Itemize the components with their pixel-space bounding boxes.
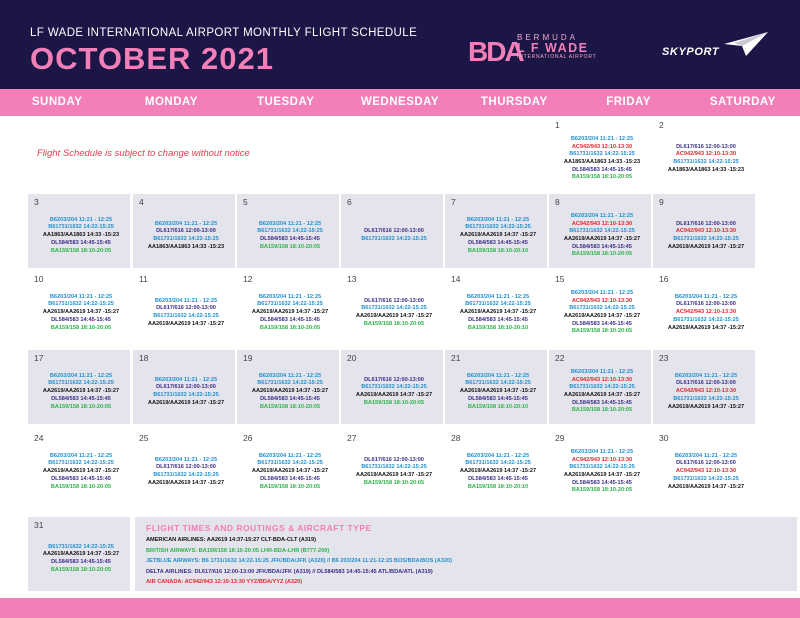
flight-entry: B61731/1632 14:22-15:25 <box>673 316 739 323</box>
flight-entry: AA2619/AA2619 14:37 -15:27 <box>459 309 537 316</box>
flight-entry: DL584/583 14:45-15:45 <box>572 243 632 250</box>
day-number: 23 <box>659 353 669 363</box>
flight-entry: B6203/204 11:21 - 12:25 <box>570 448 634 455</box>
footer-bar <box>0 598 800 618</box>
day-number: 29 <box>555 433 565 443</box>
flight-entry: BA159/158 18:10-20:05 <box>363 320 425 327</box>
flight-entry: B61731/1632 14:22-15:25 <box>569 384 635 391</box>
flight-entry: DL584/583 14:45-15:45 <box>260 395 320 402</box>
flight-entry: B6203/204 11:21 - 12:25 <box>674 293 738 300</box>
flight-entry: B61731/1632 14:22-15:25 <box>257 380 323 387</box>
flight-entry: AA2619/AA2619 14:37 -15:27 <box>563 472 641 478</box>
flight-entry: AA2619/AA2619 14:37 -15:27 <box>667 403 745 410</box>
flight-entry: BA159/158 18:10-20:05 <box>50 566 112 573</box>
flight-entry: AC942/943 12:10-13:30 <box>675 228 737 235</box>
flight-entry: AA2619/AA2619 14:37 -15:27 <box>667 243 745 250</box>
flight-entry: B6203/204 11:21 - 12:25 <box>570 289 634 296</box>
bda-logo-icon <box>468 34 523 71</box>
flight-entry: DL584/583 14:45-15:45 <box>572 166 632 173</box>
flight-entry: BA159/158 18:10-20:10 <box>467 403 529 410</box>
flight-entry: AA1863/AA1863 14:33 -15:23 <box>563 159 641 165</box>
flight-entry: B61731/1632 14:22-15:25 <box>153 236 219 242</box>
flight-entry: B61731/1632 14:22-15:25 <box>465 301 531 308</box>
flight-entry: AA2619/AA2619 14:37 -15:27 <box>459 468 537 475</box>
flight-entry: BA159/158 18:10-20:05 <box>571 251 633 258</box>
flight-entry: AC942/943 12:10-13:30 <box>675 309 737 316</box>
flight-entry: BA159/158 18:10-20:05 <box>571 174 633 181</box>
flight-entry: B6203/204 11:21 - 12:25 <box>466 372 530 379</box>
flight-entry: AA2619/AA2619 14:37 -15:27 <box>147 479 225 486</box>
flight-entry: AA2619/AA2619 14:37 -15:27 <box>147 320 225 327</box>
flight-entry: B6203/204 11:21 - 12:25 <box>570 135 634 142</box>
flight-entry: BA159/158 18:10-20:10 <box>467 483 529 490</box>
flight-entry: AA2619/AA2619 14:37 -15:27 <box>459 232 537 239</box>
flight-entry: B61731/1632 14:22-15:25 <box>465 460 531 467</box>
day-number: 19 <box>243 353 253 363</box>
day-number: 27 <box>347 433 357 443</box>
flight-entry: DL617/616 12:00-13:00 <box>156 305 216 312</box>
flight-entry: AA2619/AA2619 14:37 -15:27 <box>355 313 433 319</box>
flight-entry: AA2619/AA2619 14:37 -15:27 <box>251 309 329 316</box>
day-number: 25 <box>139 433 149 443</box>
flight-entry: B61731/1632 14:22-15:25 <box>465 380 531 387</box>
flight-entry: B61731/1632 14:22-15:25 <box>673 236 739 242</box>
flight-entry: AC942/943 12:10-13:30 <box>571 297 633 304</box>
bda-logo-mark: BDA <box>468 36 523 67</box>
flight-entry: DL584/583 14:45-15:45 <box>468 316 528 323</box>
flight-entry: BA159/158 18:10-20:05 <box>259 243 321 250</box>
flight-entry: BA159/158 18:10-20:05 <box>50 483 112 490</box>
flight-entry: B61731/1632 14:22-15:25 <box>673 159 739 165</box>
day-number: 20 <box>347 353 357 363</box>
flight-entry: DL617/616 12:00-13:00 <box>364 456 424 463</box>
flight-entry: DL584/583 14:45-15:45 <box>51 475 111 482</box>
flight-entry: BA159/158 18:10-20:05 <box>363 399 425 406</box>
flight-entry: DL617/616 12:00-13:00 <box>156 384 216 391</box>
flight-entry: B61731/1632 14:22-15:25 <box>153 392 219 398</box>
flight-entry: B61731/1632 14:22-15:25 <box>153 313 219 319</box>
legend-line-ac: AIR CANADA: AC942/943 12:10-13:30 YYZ/BDA/YYZ (A320) <box>146 579 303 585</box>
day-number: 12 <box>243 274 253 284</box>
flight-entry: BA159/158 18:10-20:05 <box>571 407 633 414</box>
weekday-saturday: SATURDAY <box>709 96 776 108</box>
flight-entry: DL617/616 12:00-13:00 <box>676 301 736 308</box>
flight-entry: B61731/1632 14:22-15:25 <box>569 464 635 471</box>
flight-entry: DL617/616 12:00-13:00 <box>676 143 736 150</box>
flight-entry: B61731/1632 14:22-15:25 <box>48 380 114 387</box>
flight-entry: AA2619/AA2619 14:37 -15:27 <box>42 468 120 475</box>
flight-entry: AA1863/AA1863 14:33 -15:23 <box>42 232 120 239</box>
schedule-notice: Flight Schedule is subject to change without notice <box>37 148 250 159</box>
flight-entry: AA2619/AA2619 14:37 -15:27 <box>42 309 120 316</box>
flight-entry: AA2619/AA2619 14:37 -15:27 <box>147 399 225 406</box>
weekday-tuesday: TUESDAY <box>257 96 315 108</box>
day-number: 5 <box>243 197 248 207</box>
flight-entry: AA2619/AA2619 14:37 -15:27 <box>251 468 329 475</box>
flight-entry: B6203/204 11:21 - 12:25 <box>49 216 113 223</box>
flight-entry: AA1863/AA1863 14:33 -15:23 <box>667 166 745 173</box>
flight-entry: AC942/943 12:10-13:30 <box>571 220 633 227</box>
flight-entry: B6203/204 11:21 - 12:25 <box>258 293 322 300</box>
flight-entry: B6203/204 11:21 - 12:25 <box>49 452 113 459</box>
flight-entry: DL617/616 12:00-13:00 <box>676 220 736 227</box>
flight-entry: DL584/583 14:45-15:45 <box>572 399 632 406</box>
flight-entry: B6203/204 11:21 - 12:25 <box>674 372 738 379</box>
flight-entry: B61731/1632 14:22-15:25 <box>569 305 635 312</box>
flight-entry: DL617/616 12:00-13:00 <box>156 228 216 235</box>
flight-entry: AA2619/AA2619 14:37 -15:27 <box>563 236 641 242</box>
page-kicker: LF WADE INTERNATIONAL AIRPORT MONTHLY FLIGHT SCHEDULE <box>30 27 418 39</box>
day-number: 15 <box>555 274 565 284</box>
legend-title: FLIGHT TIMES AND ROUTINGS & AIRCRAFT TYPE <box>146 523 372 533</box>
flight-entry: DL584/583 14:45-15:45 <box>51 239 111 246</box>
flight-entry: B6203/204 11:21 - 12:25 <box>466 452 530 459</box>
flight-entry: B61731/1632 14:22-15:25 <box>48 543 114 550</box>
flight-entry: B61731/1632 14:22-15:25 <box>153 472 219 478</box>
flight-entry: DL617/616 12:00-13:00 <box>676 460 736 467</box>
day-number: 8 <box>555 197 560 207</box>
flight-entry: B61731/1632 14:22-15:25 <box>48 224 114 231</box>
day-number: 30 <box>659 433 669 443</box>
flight-entry: BA159/158 18:10-20:05 <box>259 403 321 410</box>
day-number: 2 <box>659 120 664 130</box>
weekday-monday: MONDAY <box>144 96 198 108</box>
flight-entry: AA2619/AA2619 14:37 -15:27 <box>42 388 120 395</box>
day-number: 10 <box>34 274 44 284</box>
flight-entry: B61731/1632 14:22-15:25 <box>673 475 739 482</box>
flight-entry: B6203/204 11:21 - 12:25 <box>570 212 634 219</box>
flight-entry: B6203/204 11:21 - 12:25 <box>258 452 322 459</box>
day-number: 21 <box>451 353 461 363</box>
flight-entry: AC942/943 12:10-13:30 <box>571 456 633 463</box>
flight-entry: BA159/158 18:10-20:05 <box>363 479 425 486</box>
weekday-thursday: THURSDAY <box>480 96 548 108</box>
flight-entry: B61731/1632 14:22-15:25 <box>48 460 114 467</box>
flight-entry: AA2619/AA2619 14:37 -15:27 <box>563 392 641 398</box>
flight-entry: B6203/204 11:21 - 12:25 <box>154 376 218 383</box>
flight-entry: DL584/583 14:45-15:45 <box>572 479 632 486</box>
flight-entry: B6203/204 11:21 - 12:25 <box>49 293 113 300</box>
flight-entry: DL584/583 14:45-15:45 <box>51 395 111 402</box>
flight-entry: B61731/1632 14:22-15:25 <box>673 395 739 402</box>
flight-entry: DL584/583 14:45-15:45 <box>260 316 320 323</box>
flight-entry: B6203/204 11:21 - 12:25 <box>466 293 530 300</box>
weekday-sunday: SUNDAY <box>31 96 83 108</box>
flight-entry: DL617/616 12:00-13:00 <box>364 228 424 235</box>
flight-entry: AC942/943 12:10-13:30 <box>675 388 737 395</box>
flight-entry: B6203/204 11:21 - 12:25 <box>570 368 634 375</box>
flight-entry: AA2619/AA2619 14:37 -15:27 <box>355 392 433 398</box>
legend-line-aa: AMERICAN AIRLINES: AA2619 14:37-15:27 CLT-BDA-CLT (A319) <box>146 537 317 543</box>
flight-entry: BA159/158 18:10-20:05 <box>571 487 633 494</box>
flight-entry: DL617/616 12:00-13:00 <box>364 297 424 304</box>
flight-entry: AA2619/AA2619 14:37 -15:27 <box>251 388 329 395</box>
day-number: 18 <box>139 353 149 363</box>
flight-entry: DL584/583 14:45-15:45 <box>260 475 320 482</box>
flight-entry: B61731/1632 14:22-15:25 <box>361 464 427 471</box>
flight-entry: B61731/1632 14:22-15:25 <box>465 224 531 231</box>
flight-entry: B61731/1632 14:22-15:25 <box>569 228 635 235</box>
flight-entry: DL584/583 14:45-15:45 <box>468 395 528 402</box>
day-number: 16 <box>659 274 669 284</box>
flight-entry: B6203/204 11:21 - 12:25 <box>258 220 322 227</box>
flight-entry: BA159/158 18:10-20:05 <box>50 403 112 410</box>
skyport-logo-text: SKYPORT <box>662 46 720 58</box>
flight-entry: AA1863/AA1863 14:33 -15:23 <box>147 243 225 250</box>
flight-entry: DL617/616 12:00-13:00 <box>364 376 424 383</box>
flight-entry: B61731/1632 14:22-15:25 <box>257 301 323 308</box>
flight-entry: BA159/158 18:10-20:05 <box>50 324 112 331</box>
day-number: 14 <box>451 274 461 284</box>
flight-entry: BA159/158 18:10-20:10 <box>467 247 529 254</box>
flight-entry: B61731/1632 14:22-15:25 <box>361 305 427 312</box>
flight-entry: BA159/158 18:10-20:05 <box>571 328 633 335</box>
flight-entry: B6203/204 11:21 - 12:25 <box>154 220 218 227</box>
day-number: 11 <box>139 274 148 284</box>
flight-entry: B61731/1632 14:22-15:25 <box>48 301 114 308</box>
paper-plane-icon <box>724 32 768 61</box>
flight-entry: B61731/1632 14:22-15:25 <box>361 236 427 242</box>
day-number: 13 <box>347 274 357 284</box>
flight-entry: B6203/204 11:21 - 12:25 <box>154 297 218 304</box>
flight-entry: DL617/616 12:00-13:00 <box>156 464 216 471</box>
flight-entry: AC942/943 12:10-13:30 <box>675 468 737 475</box>
logo-word-international: INTERNATIONAL AIRPORT <box>517 53 597 60</box>
flight-entry: B6203/204 11:21 - 12:25 <box>154 456 218 463</box>
day-number: 28 <box>451 433 461 443</box>
weekday-wednesday: WEDNESDAY <box>360 96 440 108</box>
airport-logo-text <box>517 34 597 60</box>
day-number: 7 <box>451 197 456 207</box>
flight-entry: B61731/1632 14:22-15:25 <box>361 384 427 391</box>
day-number: 31 <box>34 520 44 530</box>
flight-entry: AA2619/AA2619 14:37 -15:27 <box>563 313 641 319</box>
flight-entry: DL584/583 14:45-15:45 <box>572 320 632 327</box>
day-number: 17 <box>34 353 44 363</box>
flight-entry: B6203/204 11:21 - 12:25 <box>258 372 322 379</box>
day-number: 26 <box>243 433 253 443</box>
flight-entry: DL584/583 14:45-15:45 <box>260 236 320 242</box>
flight-entry: BA159/158 18:10-20:05 <box>50 247 112 254</box>
page-title: OCTOBER 2021 <box>30 41 275 76</box>
flight-entry: AC942/943 12:10-13:30 <box>571 143 633 150</box>
day-number: 24 <box>34 433 44 443</box>
legend-line-ba: BRITISH AIRWAYS: BA159/158 18:10-20:05 LHR-BDA-LHR (B777-200) <box>146 547 330 554</box>
flight-entry: B61731/1632 14:22-15:25 <box>257 460 323 467</box>
day-number: 6 <box>347 197 352 207</box>
legend-line-b6: JETBLUE AIRWAYS: B6 1731/1632 14:22-15:25 JFK/BDA/JFK (A320) // B6 203/204 11:21-12:25 BOS/BDA/BOS (A320) <box>146 558 453 564</box>
flight-entry: AA2619/AA2619 14:37 -15:27 <box>667 324 745 331</box>
day-number: 4 <box>139 197 144 207</box>
flight-entry: AA2619/AA2619 14:37 -15:27 <box>355 472 433 478</box>
flight-entry: BA159/158 18:10-20:10 <box>467 324 529 331</box>
flight-entry: B61731/1632 14:22-15:25 <box>569 151 635 158</box>
legend-line-dl: DELTA AIRLINES: DL617/616 12:00-13:00 JFK/BDA/JFK (A319) // DL584/583 14:45-15:45 ATL/BDA/ATL (A319) <box>146 568 433 575</box>
flight-entry: DL584/583 14:45-15:45 <box>468 475 528 482</box>
flight-entry: B61731/1632 14:22-15:25 <box>257 228 323 235</box>
logo-word-lfwade: L F WADE <box>517 41 589 55</box>
flight-entry: AA2619/AA2619 14:37 -15:27 <box>42 551 120 558</box>
flight-entry: AA2619/AA2619 14:37 -15:27 <box>459 388 537 395</box>
flight-entry: DL617/616 12:00-13:00 <box>676 380 736 387</box>
flight-entry: BA159/158 18:10-20:05 <box>259 324 321 331</box>
day-number: 9 <box>659 197 664 207</box>
flight-entry: DL584/583 14:45-15:45 <box>468 239 528 246</box>
flight-entry: B6203/204 11:21 - 12:25 <box>49 372 113 379</box>
flight-entry: AC942/943 12:10-13:30 <box>675 151 737 158</box>
flight-entry: B6203/204 11:21 - 12:25 <box>674 452 738 459</box>
weekday-friday: FRIDAY <box>606 96 651 108</box>
day-number: 1 <box>555 120 560 130</box>
flight-entry: DL584/583 14:45-15:45 <box>51 559 111 565</box>
flight-entry: B6203/204 11:21 - 12:25 <box>466 216 530 223</box>
logo-word-bermuda: BERMUDA <box>517 33 579 42</box>
day-number: 22 <box>555 353 565 363</box>
flight-entry: DL584/583 14:45-15:45 <box>51 316 111 323</box>
day-number: 3 <box>34 197 39 207</box>
flight-entry: BA159/158 18:10-20:05 <box>259 483 321 490</box>
flight-entry: AA2619/AA2619 14:37 -15:27 <box>667 483 745 490</box>
flight-entry: AC942/943 12:10-13:30 <box>571 376 633 383</box>
